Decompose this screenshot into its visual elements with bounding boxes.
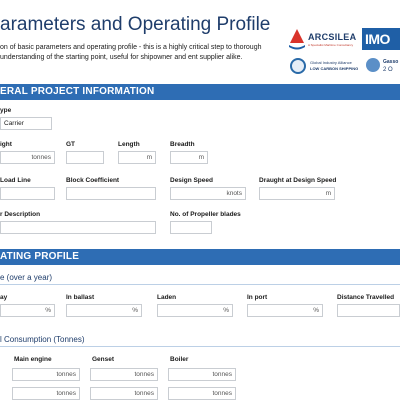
design-speed-field[interactable]	[170, 187, 246, 200]
load-line-label: Load Line	[0, 177, 31, 184]
design-speed-label: Design Speed	[170, 177, 213, 184]
genset-row2-field[interactable]	[90, 387, 158, 400]
gasso-line2: 2 O	[383, 67, 393, 73]
globe-icon	[290, 58, 306, 74]
distance-field[interactable]	[337, 304, 400, 317]
breadth-label: Breadth	[170, 141, 195, 148]
laden-percent-field[interactable]	[157, 304, 233, 317]
weight-field[interactable]	[0, 151, 55, 164]
fuel-consumption-label: l Consumption (Tonnes)	[0, 335, 85, 344]
ship-type-value: Carrier	[4, 120, 24, 127]
sail-icon	[288, 28, 306, 50]
col-ballast-label: In ballast	[66, 294, 95, 301]
ballast-percent-unit: %	[132, 307, 138, 314]
time-profile-label: e (over a year)	[0, 273, 53, 282]
genset-row1-field[interactable]	[90, 368, 158, 381]
gia-line1: Global Industry Alliance	[310, 60, 352, 65]
gt-label: GT	[66, 141, 76, 148]
main-engine-row1-field[interactable]	[12, 368, 80, 381]
section-general-header: ERAL PROJECT INFORMATION	[0, 84, 400, 100]
gt-field[interactable]	[66, 151, 104, 164]
breadth-unit: m	[198, 154, 204, 161]
way-percent-field[interactable]	[0, 304, 55, 317]
port-percent-field[interactable]	[247, 304, 323, 317]
main-engine-row2-field[interactable]	[12, 387, 80, 400]
intro-text: on of basic parameters and operating profile - this is a highly critical step to thorough understanding of the starting point, useful for shipowner and ent supplier alike.	[0, 44, 262, 61]
col-distance-label: Distance Travelled	[337, 294, 395, 301]
boiler-row2-unit: tonnes	[212, 390, 232, 397]
boiler-row2-field[interactable]	[168, 387, 236, 400]
way-percent-unit: %	[45, 307, 51, 314]
length-unit: m	[146, 154, 152, 161]
ballast-percent-field[interactable]	[66, 304, 142, 317]
arcsilea-tagline: A Specialist Maritime Consultancy	[308, 43, 354, 47]
gia-logo	[290, 57, 360, 77]
imo-wordmark: IMO	[365, 31, 390, 47]
draught-field[interactable]	[259, 187, 335, 200]
gia-line2: LOW CARBON SHIPPING	[310, 66, 359, 71]
boiler-row1-unit: tonnes	[212, 371, 232, 378]
ship-type-field[interactable]	[0, 117, 52, 130]
laden-percent-unit: %	[223, 307, 229, 314]
col-laden-label: Laden	[157, 294, 177, 301]
port-percent-unit: %	[313, 307, 319, 314]
ship-type-label: ype	[0, 107, 12, 114]
gasso-line1: Gasso	[383, 59, 399, 65]
imo-logo	[362, 28, 400, 50]
col-boiler-label: Boiler	[170, 356, 189, 363]
col-port-label: In port	[247, 294, 268, 301]
description-field[interactable]	[0, 221, 156, 234]
genset-row2-unit: tonnes	[134, 390, 154, 397]
breadth-field[interactable]	[170, 151, 208, 164]
load-line-field[interactable]	[0, 187, 55, 200]
page-title: arameters and Operating Profile	[0, 14, 271, 35]
time-profile-divider	[0, 284, 400, 285]
draught-label: Draught at Design Speed	[259, 177, 337, 184]
genset-row1-unit: tonnes	[134, 371, 154, 378]
col-way-label: ay	[0, 294, 8, 301]
design-speed-unit: knots	[226, 190, 242, 197]
gasso-logo	[366, 57, 400, 79]
description-label: r Description	[0, 211, 41, 218]
weight-label: ight	[0, 141, 12, 148]
main-engine-row1-unit: tonnes	[56, 371, 76, 378]
col-genset-label: Genset	[92, 356, 115, 363]
draught-unit: m	[325, 190, 331, 197]
gasso-mark-icon	[366, 58, 380, 72]
section-operating-header: ATING PROFILE	[0, 249, 400, 265]
boiler-row1-field[interactable]	[168, 368, 236, 381]
arcsilea-wordmark: ARCSILEA	[308, 32, 357, 42]
propeller-blades-label: No. of Propeller blades	[170, 211, 241, 218]
weight-unit: tonnes	[31, 154, 51, 161]
length-field[interactable]	[118, 151, 156, 164]
col-main-engine-label: Main engine	[14, 356, 52, 363]
propeller-blades-field[interactable]	[170, 221, 212, 234]
length-label: Length	[118, 141, 140, 148]
arcsilea-logo	[288, 28, 357, 52]
block-coefficient-field[interactable]	[66, 187, 156, 200]
fuel-divider	[0, 346, 400, 347]
block-coefficient-label: Block Coefficient	[66, 177, 120, 184]
main-engine-row2-unit: tonnes	[56, 390, 76, 397]
